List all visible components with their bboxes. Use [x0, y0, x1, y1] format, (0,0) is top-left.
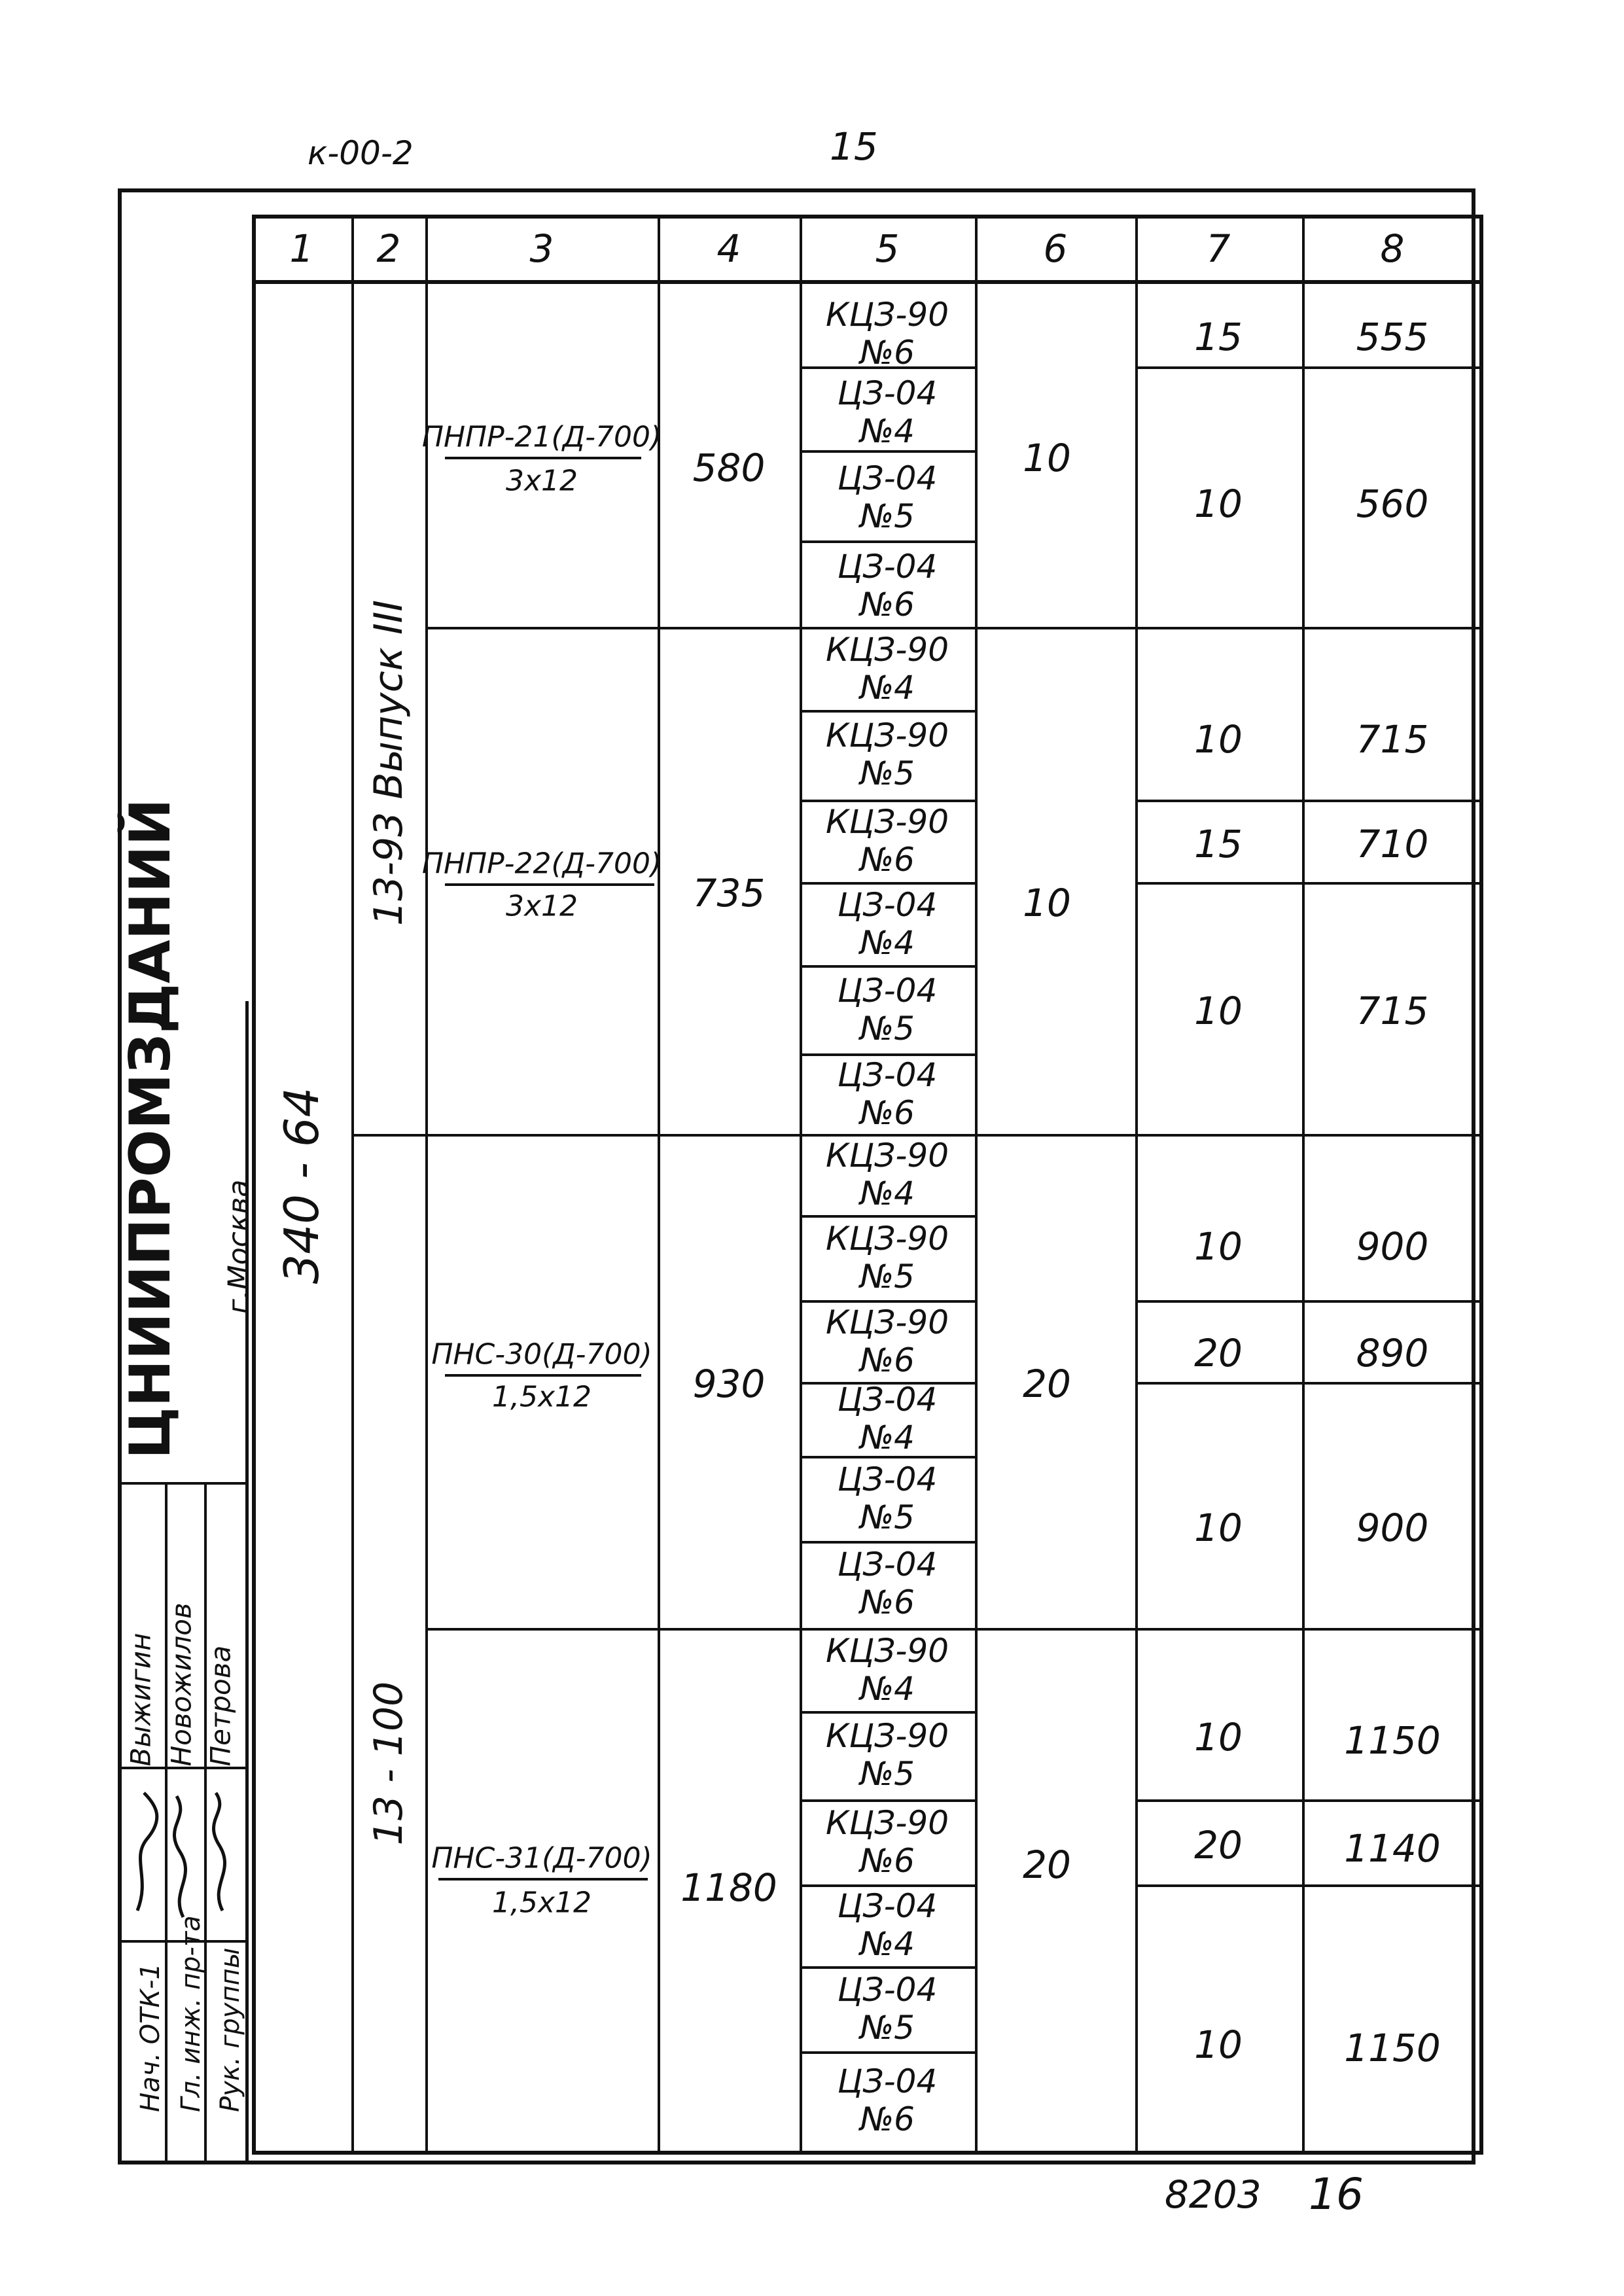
- mark-cell: ЦЗ-04 №4: [837, 1381, 938, 1457]
- col6-value: 20: [1023, 1843, 1071, 1887]
- length-value: 930: [692, 1362, 766, 1406]
- panel-name: ПНПР-22(Д-700): [421, 847, 662, 881]
- col6-value: 10: [1023, 881, 1071, 925]
- col8-value: 900: [1356, 1506, 1429, 1550]
- col7-value: 20: [1194, 1823, 1243, 1867]
- col7-value: 15: [1194, 315, 1243, 359]
- panel-size: 1,5x12: [491, 1380, 592, 1414]
- document-code: к-00-2: [308, 134, 414, 172]
- panel-name: ПНПР-21(Д-700): [421, 420, 662, 454]
- signatures: [124, 1780, 242, 1930]
- page-number: 15: [830, 124, 878, 169]
- mark-cell: ЦЗ-04 №4: [837, 1887, 938, 1963]
- mark-cell: КЦЗ-90 №4: [825, 1137, 949, 1212]
- panel-size: 3x12: [505, 889, 578, 923]
- organization-city: г.Москва: [222, 1179, 256, 1315]
- header-col-3: 3: [529, 226, 554, 271]
- mark-cell: ЦЗ-04 №5: [837, 1971, 938, 2047]
- mark-cell: КЦЗ-90 №5: [825, 1717, 949, 1793]
- length-value: 1180: [680, 1865, 777, 1910]
- col7-value: 10: [1194, 1506, 1243, 1550]
- mark-cell: ЦЗ-04 №5: [837, 1460, 938, 1536]
- panel-size: 1,5x12: [491, 1886, 592, 1920]
- col2-label-b: 13 - 100: [366, 1681, 412, 1846]
- mark-cell: КЦЗ-90 №6: [825, 1804, 949, 1880]
- col8-value: 715: [1356, 717, 1429, 762]
- stamp-role-2: Гл. инж. пр-та: [176, 1915, 206, 2112]
- col7-value: 10: [1194, 1224, 1243, 1269]
- mark-cell: ЦЗ-04 №6: [837, 548, 938, 624]
- header-col-1: 1: [289, 226, 314, 271]
- stamp-name-1: Выжигин: [124, 1633, 157, 1767]
- header-col-8: 8: [1380, 226, 1405, 271]
- col7-value: 10: [1194, 717, 1243, 762]
- col2-label-a: 13-93 Выпуск III: [366, 599, 412, 926]
- col8-value: 555: [1356, 315, 1429, 359]
- mark-cell: КЦЗ-90 №5: [825, 716, 949, 792]
- organization-name: ЦНИИПРОМЗДАНИЙ: [118, 798, 183, 1459]
- mark-cell: КЦЗ-90 №5: [825, 1220, 949, 1296]
- mark-cell: ЦЗ-04 №5: [837, 972, 938, 1048]
- col7-value: 20: [1194, 1331, 1243, 1375]
- col7-value: 15: [1194, 822, 1243, 866]
- mark-cell: ЦЗ-04 №6: [837, 1056, 938, 1132]
- mark-cell: КЦЗ-90 №4: [825, 631, 949, 707]
- panel-size: 3x12: [505, 464, 578, 498]
- mark-cell: ЦЗ-04 №6: [837, 2062, 938, 2138]
- col8-value: 1150: [1344, 1718, 1441, 1763]
- col8-value: 1140: [1344, 1826, 1441, 1871]
- col7-value: 10: [1194, 1715, 1243, 1759]
- col8-value: 1150: [1344, 2026, 1441, 2070]
- mark-cell: ЦЗ-04 №4: [837, 886, 938, 962]
- stamp-name-3: Петрова: [204, 1645, 237, 1767]
- col8-value: 560: [1356, 482, 1429, 526]
- header-col-6: 6: [1043, 226, 1068, 271]
- stamp-role-3: Рук. группы: [215, 1947, 245, 2112]
- col7-value: 10: [1194, 989, 1243, 1033]
- header-col-7: 7: [1206, 226, 1231, 271]
- col8-value: 890: [1356, 1331, 1429, 1375]
- sheet-number: 16: [1309, 2169, 1364, 2219]
- col7-value: 10: [1194, 2022, 1243, 2067]
- mark-cell: КЦЗ-90 №6: [825, 1303, 949, 1379]
- col8-value: 710: [1356, 822, 1429, 866]
- panel-name: ПНС-31(Д-700): [431, 1841, 652, 1875]
- stamp-role-1: Нач. ОТК-1: [135, 1963, 166, 2112]
- col6-value: 10: [1023, 436, 1071, 480]
- length-value: 735: [692, 871, 766, 915]
- col7-value: 10: [1194, 482, 1243, 526]
- stamp-name-2: Новожилов: [165, 1602, 198, 1767]
- mark-cell: КЦЗ-90 №4: [825, 1632, 949, 1708]
- mark-cell: КЦЗ-90 №6: [825, 803, 949, 879]
- col1-series-label: 340 - 64: [274, 1087, 329, 1284]
- col6-value: 20: [1023, 1362, 1071, 1406]
- mark-cell: ЦЗ-04 №5: [837, 459, 938, 535]
- header-col-2: 2: [376, 226, 401, 271]
- col8-value: 900: [1356, 1224, 1429, 1269]
- panel-name: ПНС-30(Д-700): [431, 1337, 652, 1371]
- mark-cell: ЦЗ-04 №4: [837, 374, 938, 450]
- length-value: 580: [692, 446, 766, 490]
- mark-cell: ЦЗ-04 №6: [837, 1545, 938, 1621]
- order-number: 8203: [1165, 2172, 1262, 2217]
- mark-cell: КЦЗ-90 №6: [825, 296, 949, 372]
- col8-value: 715: [1356, 989, 1429, 1033]
- header-col-5: 5: [875, 226, 900, 271]
- header-col-4: 4: [716, 226, 741, 271]
